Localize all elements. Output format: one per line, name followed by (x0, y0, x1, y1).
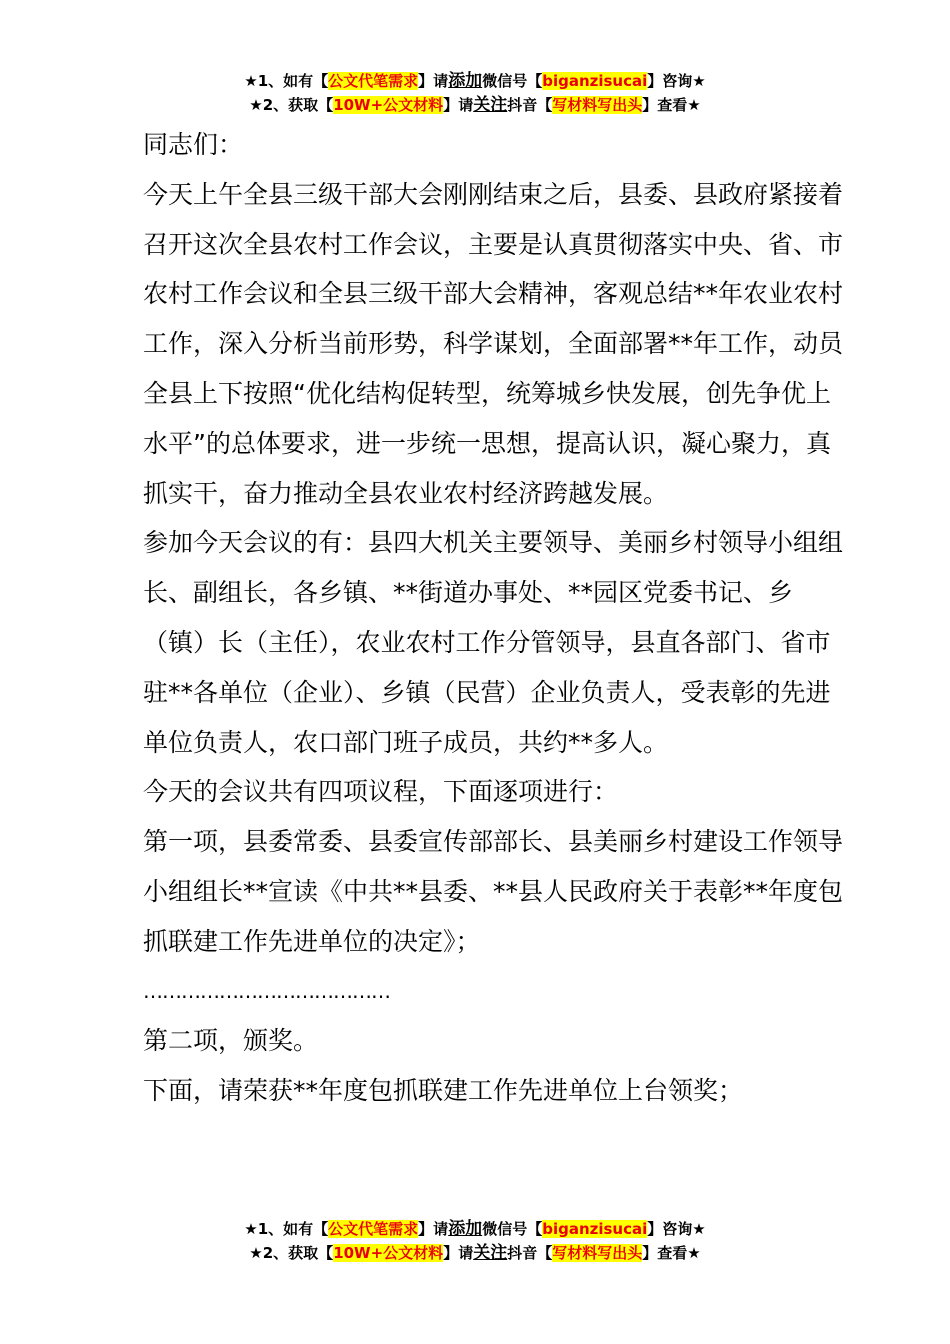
highlight-douyin-account: 写材料写出头 (552, 1244, 643, 1262)
paragraph-award: 下面，请荣获**年度包抓联建工作先进单位上台领奖； (143, 1076, 744, 1106)
paragraph-agenda: 今天的会议共有四项议程，下面逐项进行： (143, 777, 619, 807)
document-body (143, 120, 843, 1116)
highlight-service: 公文代笔需求 (328, 72, 419, 90)
paragraph-item-two: 第二项，颁奖。 (143, 1026, 319, 1056)
highlight-materials: 10W+公文材料 (333, 96, 444, 114)
header-line-1: ★1、如有【公文代笔需求】请添加微信号【biganzisucai】咨询★ (244, 71, 706, 91)
highlight-materials: 10W+公文材料 (333, 1244, 444, 1262)
highlight-douyin-account: 写材料写出头 (552, 96, 643, 114)
highlight-service: 公文代笔需求 (328, 1220, 419, 1238)
salutation: 同志们： (143, 130, 244, 159)
footer-banner (0, 1217, 950, 1265)
underlined-follow: 关注 (473, 95, 508, 115)
underlined-add: 添加 (448, 71, 483, 91)
underlined-add: 添加 (448, 1219, 483, 1239)
paragraph-attendees: 参加今天会议的有：县四大机关主要领导、美丽乡村领导小组组长、副组长，各乡镇、**街道办事处、**园区党委书记、乡（镇）长（主任），农业农村工作分管领导，县直各部门、省市驻**各单位（企业）、乡镇（民营）企业负责人，受表彰的先进单位负责人，农口部门班子成员，共约**多人。 (143, 528, 844, 757)
header-line-2: ★2、获取【10W+公文材料】请关注抖音【写材料写出头】查看★ (249, 95, 701, 115)
header-banner (0, 69, 950, 117)
paragraph-item-one: 第一项，县委常委、县委宣传部部长、县美丽乡村建设工作领导小组组长**宣读《中共**县委、**县人民政府关于表彰**年度包抓联建工作先进单位的决定》； (143, 827, 844, 956)
paragraph-intro: 今天上午全县三级干部大会刚刚结束之后，县委、县政府紧接着召开这次全县农村工作会议，主要是认真贯彻落实中央、省、市农村工作会议和全县三级干部大会精神，客观总结**年农业农村工作，深入分析当前形势，科学谋划，全面部署**年工作，动员全县上下按照“优化结构促转型，统筹城乡快发展，创先争优上水平”的总体要求，进一步统一思想，提高认识，凝心聚力，真抓实干，奋力推动全县农业农村经济跨越发展。 (143, 179, 844, 508)
underlined-follow: 关注 (473, 1243, 508, 1263)
footer-line-2: ★2、获取【10W+公文材料】请关注抖音【写材料写出头】查看★ (249, 1243, 701, 1263)
highlight-wechat-id: biganzisucai (542, 1220, 648, 1238)
footer-line-1: ★1、如有【公文代笔需求】请添加微信号【biganzisucai】咨询★ (244, 1219, 706, 1239)
highlight-wechat-id: biganzisucai (542, 72, 648, 90)
ellipsis-divider: ………………………………… (143, 978, 390, 1003)
